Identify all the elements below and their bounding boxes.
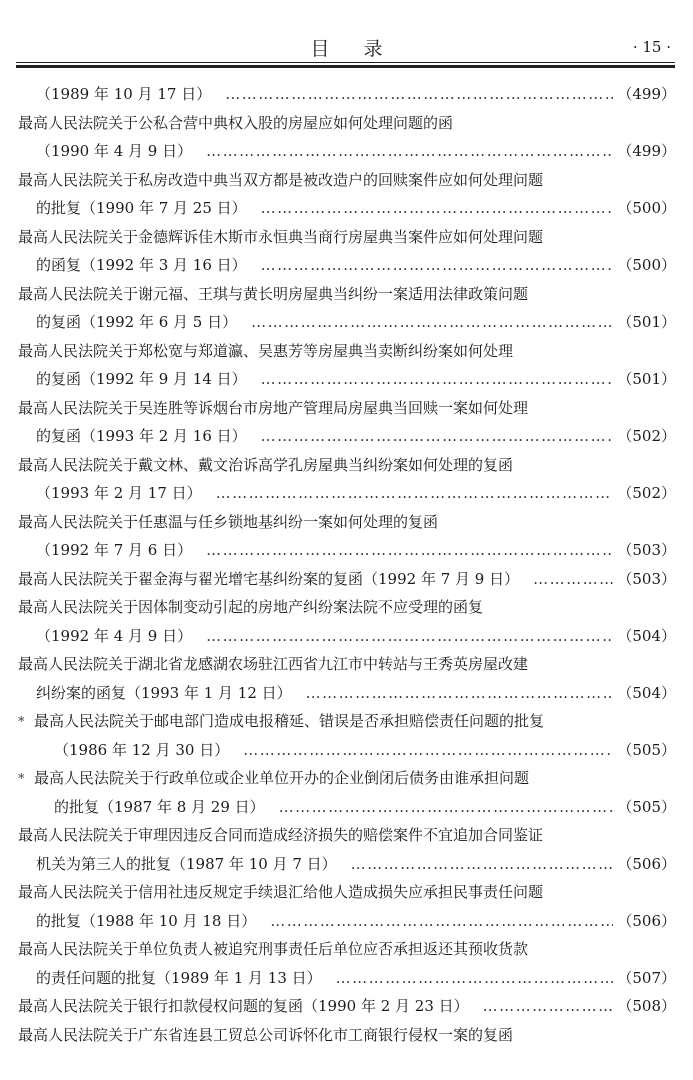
toc-entry-title: 最高人民法院关于任惠温与任乡锁地基纠纷一案如何处理的复函 xyxy=(18,512,439,531)
toc-entry-line xyxy=(18,337,676,366)
dot-leader xyxy=(483,992,614,1021)
toc-entry-text: 的批复（1987 年 8 月 29 日） xyxy=(54,797,265,816)
toc-page-number: （506） xyxy=(617,854,676,873)
toc-page-number: （504） xyxy=(617,626,676,645)
toc-leader-row xyxy=(18,565,676,594)
dot-leader xyxy=(336,964,614,993)
toc-entry-line xyxy=(18,451,676,480)
dot-leader xyxy=(216,479,614,508)
toc-entry-text: 机关为第三人的批复（1987 年 10 月 7 日） xyxy=(36,854,337,873)
toc-page-number: （500） xyxy=(617,256,676,274)
toc-leader-row xyxy=(36,308,676,337)
toc-entry-text: （1992 年 7 月 6 日） xyxy=(36,541,193,559)
toc-entry-text: （1986 年 12 月 30 日） xyxy=(54,740,230,759)
toc-entry-line xyxy=(18,707,676,736)
toc-entry-line xyxy=(18,137,676,166)
toc-leader-row xyxy=(36,907,676,936)
asterisk-marker: * xyxy=(18,772,25,787)
toc-entry-text: 的批复（1990 年 7 月 25 日） xyxy=(36,199,247,217)
toc-entry-line xyxy=(18,280,676,309)
header-rule-thin xyxy=(16,62,675,63)
toc-entry-line xyxy=(18,394,676,423)
toc-entry-text: （1989 年 10 月 17 日） xyxy=(36,85,212,103)
toc-entry-line xyxy=(18,80,676,109)
toc-entry-line xyxy=(18,793,676,822)
toc-entry-text: 的责任问题的批复（1989 年 1 月 13 日） xyxy=(36,968,322,987)
toc-entry-line xyxy=(18,536,676,565)
toc-entry-title: 最高人民法院关于戴文林、戴文治诉高学孔房屋典当纠纷案如何处理的复函 xyxy=(18,455,514,474)
toc-entry-line xyxy=(18,622,676,651)
dot-leader xyxy=(533,565,613,594)
toc-entry-line xyxy=(18,422,676,451)
toc-entry-text: （1992 年 4 月 9 日） xyxy=(36,626,193,645)
toc-page-number: （502） xyxy=(617,484,676,502)
toc-page-number: （503） xyxy=(617,541,676,559)
toc-entry-line xyxy=(18,964,676,993)
dot-leader xyxy=(351,850,614,879)
toc-entry-title: 最高人民法院关于郑松宽与郑道瀛、吴惠芳等房屋典当卖断纠纷案如何处理 xyxy=(18,341,514,360)
dot-leader xyxy=(206,622,613,651)
toc-entry-line xyxy=(18,194,676,223)
toc-entry-line xyxy=(18,479,676,508)
toc-entry-text: 最高人民法院关于翟金海与翟光增宅基纠纷案的复函（1992 年 7 月 9 日） xyxy=(18,569,520,588)
toc-page-number: （501） xyxy=(617,313,676,331)
dot-leader xyxy=(261,251,614,280)
toc-entry-title: 最高人民法院关于公私合营中典权入股的房屋应如何处理问题的函 xyxy=(18,113,454,132)
toc-entry-text: 的批复（1988 年 10 月 18 日） xyxy=(36,911,257,930)
toc-entry-line xyxy=(18,508,676,537)
toc-entry-title: 最高人民法院关于因体制变动引起的房地产纠纷案法院不应受理的函复 xyxy=(18,598,484,616)
toc-leader-row xyxy=(36,964,676,993)
toc-entry-title: 最高人民法院关于广东省连县工贸总公司诉怀化市工商银行侵权一案的复函 xyxy=(18,1025,514,1044)
dot-leader xyxy=(261,422,614,451)
toc-leader-row xyxy=(54,793,676,822)
toc-entry-title: 最高人民法院关于邮电部门造成电报稽延、错误是否承担赔偿责任问题的批复 xyxy=(34,712,545,730)
toc-page-number: （505） xyxy=(617,797,676,816)
toc-entry-title: 最高人民法院关于单位负责人被追究刑事责任后单位应否承担返还其预收货款 xyxy=(18,940,529,958)
toc-page-number: （499） xyxy=(617,85,676,103)
toc-page-number: （503） xyxy=(617,569,676,588)
toc-leader-row xyxy=(54,736,676,765)
toc-entry-line xyxy=(18,878,676,907)
toc-entry-line xyxy=(18,166,676,195)
toc-leader-row xyxy=(36,251,676,280)
toc-entry-title: 最高人民法院关于金德辉诉佳木斯市永恒典当商行房屋典当案件应如何处理问题 xyxy=(18,227,544,246)
toc-leader-row xyxy=(36,422,676,451)
toc-entry-text: （1993 年 2 月 17 日） xyxy=(36,484,202,502)
toc-page-number: （501） xyxy=(617,370,676,388)
dot-leader xyxy=(251,308,613,337)
toc-page-number: （505） xyxy=(617,740,676,759)
toc-entry-text: 的复函（1992 年 9 月 14 日） xyxy=(36,370,247,388)
toc-leader-row xyxy=(18,992,676,1021)
toc-entry-line xyxy=(18,650,676,679)
toc-entry-line xyxy=(18,992,676,1021)
dot-leader xyxy=(279,793,614,822)
dot-leader xyxy=(261,365,614,394)
toc-entry-line xyxy=(18,308,676,337)
toc-entry-text: 的函复（1992 年 3 月 16 日） xyxy=(36,256,247,274)
toc-entry-text: 的复函（1993 年 2 月 16 日） xyxy=(36,427,247,445)
toc-page-number: （502） xyxy=(617,427,676,445)
toc-entry-title: 最高人民法院关于私房改造中典当双方都是被改造户的回赎案件应如何处理问题 xyxy=(18,170,544,189)
dot-leader xyxy=(206,137,613,166)
toc-entry-title: 最高人民法院关于行政单位或企业单位开办的企业倒闭后债务由谁承担问题 xyxy=(34,769,530,787)
dot-leader xyxy=(306,679,614,708)
dot-leader xyxy=(243,736,613,765)
toc-page-number: （499） xyxy=(617,142,676,160)
toc-leader-row xyxy=(36,850,676,879)
toc-leader-row xyxy=(36,479,676,508)
toc-page-number: （506） xyxy=(617,911,676,930)
toc-leader-row xyxy=(36,194,676,223)
toc-entry-line xyxy=(18,109,676,138)
toc-entry-line xyxy=(18,223,676,252)
toc-entry-line xyxy=(18,736,676,765)
asterisk-marker: * xyxy=(18,715,25,730)
toc-entry-line xyxy=(18,679,676,708)
toc-entry-line xyxy=(18,821,676,850)
toc-entry-title: 最高人民法院关于审理因违反合同而造成经济损失的赔偿案件不宜追加合同鉴证 xyxy=(18,826,544,844)
toc-entry-line xyxy=(18,764,676,793)
dot-leader xyxy=(206,536,613,565)
toc-leader-row xyxy=(36,80,676,109)
table-of-contents xyxy=(18,80,676,1049)
running-header xyxy=(18,32,675,62)
toc-leader-row xyxy=(36,536,676,565)
toc-entry-text: 的复函（1992 年 6 月 5 日） xyxy=(36,313,238,331)
toc-entry-line xyxy=(18,365,676,394)
toc-entry-text: 最高人民法院关于银行扣款侵权问题的复函（1990 年 2 月 23 日） xyxy=(18,997,469,1015)
header-page-number: · 15 · xyxy=(632,38,671,56)
toc-entry-line xyxy=(18,935,676,964)
toc-leader-row xyxy=(36,137,676,166)
toc-entry-line xyxy=(18,565,676,594)
toc-entry-title: 最高人民法院关于谢元福、王琪与黄长明房屋典当纠纷一案适用法律政策问题 xyxy=(18,284,529,303)
toc-page-number: （507） xyxy=(617,968,676,987)
toc-entry-line xyxy=(18,593,676,622)
dot-leader xyxy=(270,907,613,936)
header-title: 目录 xyxy=(310,38,417,60)
toc-entry-line xyxy=(18,907,676,936)
toc-entry-line xyxy=(18,850,676,879)
dot-leader xyxy=(261,194,614,223)
toc-entry-title: 最高人民法院关于湖北省龙感湖农场驻江西省九江市中转站与王秀英房屋改建 xyxy=(18,655,529,673)
toc-entry-text: （1990 年 4 月 9 日） xyxy=(36,142,193,160)
toc-entry-title: 最高人民法院关于吴连胜等诉烟台市房地产管理局房屋典当回赎一案如何处理 xyxy=(18,398,529,417)
toc-page-number: （504） xyxy=(617,683,676,702)
toc-entry-title: 最高人民法院关于信用社违反规定手续退汇给他人造成损失应承担民事责任问题 xyxy=(18,883,544,901)
header-rule-thick xyxy=(16,65,675,68)
toc-page-number: （508） xyxy=(617,997,676,1015)
toc-leader-row xyxy=(36,622,676,651)
toc-entry-line xyxy=(18,251,676,280)
toc-leader-row xyxy=(36,365,676,394)
dot-leader xyxy=(225,80,613,109)
toc-entry-line xyxy=(18,1021,676,1050)
toc-leader-row xyxy=(36,679,676,708)
toc-page-number: （500） xyxy=(617,199,676,217)
toc-entry-text: 纠纷案的函复（1993 年 1 月 12 日） xyxy=(36,683,292,702)
